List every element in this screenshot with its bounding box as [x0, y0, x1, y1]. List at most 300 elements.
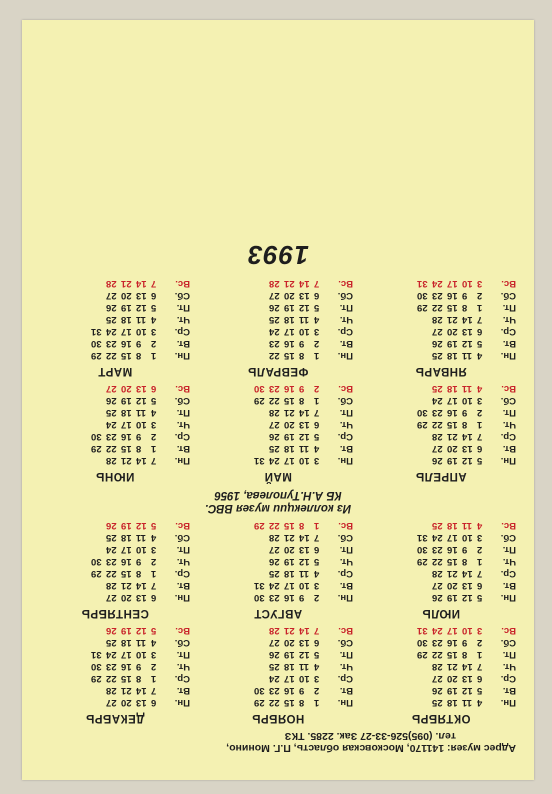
weekday-label: Пт. — [339, 544, 353, 556]
month-table — [417, 520, 516, 604]
day-number: 27 — [432, 580, 443, 592]
day-number: 1 — [151, 443, 157, 455]
weekday-row — [91, 649, 190, 661]
day-number: 8 — [462, 556, 468, 568]
day-number: 9 — [136, 661, 142, 673]
month-block — [203, 383, 353, 482]
day-number: 6 — [314, 290, 320, 302]
weekday-label: Сб. — [500, 532, 516, 544]
day-number: 15 — [121, 568, 132, 580]
weekday-row — [254, 419, 353, 431]
day-number: 12 — [136, 625, 147, 637]
day-number: 16 — [447, 637, 458, 649]
weekday-row — [417, 685, 516, 697]
day-number: 8 — [462, 419, 468, 431]
day-number: 3 — [314, 455, 320, 467]
day-number: 27 — [269, 544, 280, 556]
weekday-row — [254, 592, 353, 604]
day-number: 15 — [121, 673, 132, 685]
day-number: 8 — [299, 520, 305, 532]
weekday-label: Сб. — [500, 637, 516, 649]
day-number: 30 — [91, 431, 102, 443]
day-number: 6 — [477, 673, 483, 685]
weekday-label: Пт. — [176, 302, 190, 314]
day-number: 13 — [462, 580, 473, 592]
weekday-row — [254, 302, 353, 314]
weekday-row — [91, 520, 190, 532]
weekday-row — [254, 520, 353, 532]
month-block — [203, 625, 353, 724]
day-number — [417, 568, 432, 580]
day-number: 6 — [151, 290, 157, 302]
day-number — [254, 625, 269, 637]
weekday-label: Пт. — [176, 407, 190, 419]
day-number — [417, 383, 432, 395]
month-title: АПРЕЛЬ — [415, 470, 467, 482]
weekday-label: Чт. — [502, 419, 516, 431]
day-number: 18 — [121, 314, 132, 326]
day-number: 14 — [299, 532, 310, 544]
day-number: 17 — [284, 455, 295, 467]
day-number: 23 — [432, 637, 443, 649]
weekday-row — [417, 350, 516, 362]
day-number — [254, 649, 269, 661]
month-table — [254, 625, 353, 709]
day-number: 30 — [417, 637, 428, 649]
weekday-label: Вс. — [501, 383, 516, 395]
weekday-label: Вс. — [501, 520, 516, 532]
day-number — [91, 637, 106, 649]
weekday-label: Пн. — [500, 697, 516, 709]
day-number: 30 — [254, 383, 265, 395]
day-number: 5 — [477, 338, 483, 350]
calendar-year: 1993 — [247, 240, 309, 270]
day-number: 20 — [121, 592, 132, 604]
month-title: ДЕКАБРЬ — [85, 712, 145, 724]
weekday-row — [91, 673, 190, 685]
day-number: 6 — [151, 383, 157, 395]
day-number: 28 — [432, 431, 443, 443]
weekday-label: Сб. — [337, 532, 353, 544]
day-number: 17 — [447, 395, 458, 407]
month-table — [254, 520, 353, 604]
day-number: 23 — [432, 544, 443, 556]
day-number — [417, 673, 432, 685]
day-number: 26 — [269, 649, 280, 661]
day-number: 12 — [299, 556, 310, 568]
address-line-1: Адрес музея: 141170, Московская область, П.Г. Монино, — [226, 742, 516, 754]
day-number — [417, 314, 432, 326]
day-number: 24 — [432, 532, 443, 544]
month-table — [91, 625, 190, 709]
day-number: 14 — [299, 278, 310, 290]
day-number: 17 — [284, 580, 295, 592]
day-number: 13 — [299, 419, 310, 431]
calendar-content — [40, 239, 516, 754]
day-number — [254, 290, 269, 302]
weekday-row — [254, 544, 353, 556]
day-number: 4 — [477, 350, 483, 362]
day-number: 26 — [269, 302, 280, 314]
weekday-label: Пт. — [339, 407, 353, 419]
weekday-label: Вт. — [176, 338, 190, 350]
day-number: 21 — [284, 407, 295, 419]
day-number: 11 — [299, 443, 310, 455]
weekday-row — [417, 383, 516, 395]
day-number: 24 — [106, 649, 117, 661]
day-number: 27 — [432, 443, 443, 455]
day-number: 14 — [462, 314, 473, 326]
day-number: 5 — [151, 395, 157, 407]
day-number: 4 — [314, 314, 320, 326]
day-number: 4 — [314, 661, 320, 673]
day-number: 28 — [106, 278, 117, 290]
day-number: 19 — [447, 685, 458, 697]
day-number: 15 — [284, 697, 295, 709]
day-number: 29 — [91, 673, 102, 685]
day-number: 9 — [462, 544, 468, 556]
weekday-label: Пт. — [176, 544, 190, 556]
day-number: 31 — [91, 326, 102, 338]
day-number: 24 — [269, 326, 280, 338]
weekday-row — [91, 580, 190, 592]
weekday-row — [417, 326, 516, 338]
day-number: 14 — [462, 568, 473, 580]
weekday-row — [254, 637, 353, 649]
day-number: 27 — [269, 419, 280, 431]
day-number: 29 — [91, 350, 102, 362]
month-block — [366, 520, 516, 619]
weekday-label: Пн. — [500, 350, 516, 362]
day-number — [254, 661, 269, 673]
day-number: 5 — [314, 649, 320, 661]
day-number — [417, 580, 432, 592]
month-table — [91, 278, 190, 362]
day-number — [254, 673, 269, 685]
weekday-row — [254, 556, 353, 568]
day-number: 12 — [299, 431, 310, 443]
day-number — [417, 520, 432, 532]
weekday-row — [417, 649, 516, 661]
day-number: 26 — [432, 455, 443, 467]
day-number: 17 — [447, 532, 458, 544]
day-number: 2 — [314, 383, 320, 395]
day-number: 7 — [151, 685, 157, 697]
weekday-label: Ср. — [174, 431, 190, 443]
day-number: 19 — [284, 649, 295, 661]
weekday-row — [417, 290, 516, 302]
day-number: 1 — [151, 350, 157, 362]
day-number: 3 — [477, 532, 483, 544]
day-number: 2 — [477, 637, 483, 649]
weekday-label: Сб. — [500, 290, 516, 302]
day-number: 1 — [151, 673, 157, 685]
day-number: 30 — [254, 592, 265, 604]
day-number — [254, 637, 269, 649]
month-block — [203, 278, 353, 377]
day-number: 25 — [269, 314, 280, 326]
day-number: 1 — [151, 568, 157, 580]
day-number: 26 — [432, 592, 443, 604]
day-number: 13 — [462, 326, 473, 338]
day-number: 25 — [269, 661, 280, 673]
weekday-label: Чт. — [339, 314, 353, 326]
day-number: 16 — [447, 407, 458, 419]
month-row-jan-mar — [40, 278, 516, 377]
day-number: 23 — [269, 685, 280, 697]
day-number: 29 — [91, 568, 102, 580]
weekday-row — [254, 314, 353, 326]
weekday-label: Вс. — [338, 625, 353, 637]
day-number: 29 — [417, 419, 428, 431]
day-number: 4 — [151, 532, 157, 544]
day-number: 7 — [151, 278, 157, 290]
weekday-label: Пн. — [337, 350, 353, 362]
day-number — [91, 278, 106, 290]
month-block — [40, 625, 190, 724]
day-number: 12 — [136, 520, 147, 532]
day-number: 9 — [136, 338, 142, 350]
month-block — [40, 278, 190, 377]
day-number: 28 — [432, 661, 443, 673]
day-number: 20 — [447, 580, 458, 592]
day-number: 15 — [121, 350, 132, 362]
day-number: 24 — [106, 419, 117, 431]
day-number: 1 — [477, 556, 483, 568]
day-number: 3 — [151, 419, 157, 431]
day-number: 7 — [477, 431, 483, 443]
day-number: 1 — [477, 419, 483, 431]
weekday-label: Вт. — [176, 580, 190, 592]
day-number: 13 — [136, 383, 147, 395]
day-number: 1 — [314, 395, 320, 407]
day-number: 16 — [121, 661, 132, 673]
day-number: 5 — [314, 431, 320, 443]
day-number: 11 — [299, 314, 310, 326]
day-number: 24 — [269, 455, 280, 467]
day-number — [254, 407, 269, 419]
day-number: 14 — [136, 278, 147, 290]
day-number — [254, 556, 269, 568]
month-title: НОЯБРЬ — [251, 712, 305, 724]
day-number: 25 — [106, 637, 117, 649]
day-number: 18 — [447, 520, 458, 532]
weekday-label: Чт. — [176, 314, 190, 326]
day-number: 17 — [284, 326, 295, 338]
day-number: 14 — [299, 625, 310, 637]
day-number: 25 — [106, 532, 117, 544]
weekday-row — [91, 278, 190, 290]
day-number: 25 — [106, 407, 117, 419]
weekday-label: Вт. — [176, 443, 190, 455]
day-number: 26 — [269, 556, 280, 568]
day-number: 3 — [477, 278, 483, 290]
day-number — [254, 338, 269, 350]
day-number: 29 — [417, 302, 428, 314]
weekday-row — [417, 520, 516, 532]
day-number: 19 — [121, 520, 132, 532]
day-number: 22 — [106, 443, 117, 455]
day-number: 15 — [121, 443, 132, 455]
day-number: 15 — [447, 556, 458, 568]
day-number: 18 — [121, 532, 132, 544]
weekday-label: Пт. — [339, 302, 353, 314]
weekday-row — [254, 326, 353, 338]
day-number — [91, 580, 106, 592]
day-number: 8 — [299, 350, 305, 362]
day-number: 11 — [136, 532, 147, 544]
month-title: МАЙ — [264, 470, 292, 482]
day-number: 16 — [284, 592, 295, 604]
weekday-row — [417, 443, 516, 455]
day-number: 15 — [447, 419, 458, 431]
day-number: 12 — [136, 302, 147, 314]
weekday-label: Вт. — [339, 685, 353, 697]
day-number — [91, 395, 106, 407]
day-number: 9 — [299, 338, 305, 350]
weekday-label: Ср. — [500, 431, 516, 443]
day-number: 7 — [477, 314, 483, 326]
weekday-label: Пн. — [174, 350, 190, 362]
day-number: 5 — [477, 685, 483, 697]
weekday-row — [254, 338, 353, 350]
month-block — [366, 625, 516, 724]
day-number: 18 — [284, 314, 295, 326]
day-number: 12 — [462, 338, 473, 350]
day-number: 14 — [136, 455, 147, 467]
weekday-row — [91, 407, 190, 419]
day-number: 15 — [447, 302, 458, 314]
weekday-row — [254, 350, 353, 362]
weekday-label: Ср. — [174, 326, 190, 338]
day-number: 29 — [91, 443, 102, 455]
weekday-row — [417, 637, 516, 649]
weekday-label: Пт. — [502, 544, 516, 556]
day-number — [91, 592, 106, 604]
day-number: 18 — [121, 407, 132, 419]
day-number: 17 — [121, 649, 132, 661]
weekday-row — [417, 532, 516, 544]
day-number — [417, 338, 432, 350]
weekday-label: Сб. — [174, 637, 190, 649]
weekday-row — [417, 697, 516, 709]
weekday-row — [91, 326, 190, 338]
weekday-label: Сб. — [337, 290, 353, 302]
weekday-label: Вт. — [502, 580, 516, 592]
weekday-label: Чт. — [176, 556, 190, 568]
day-number: 3 — [314, 673, 320, 685]
weekday-label: Сб. — [500, 395, 516, 407]
weekday-row — [254, 290, 353, 302]
weekday-label: Вс. — [338, 520, 353, 532]
day-number: 15 — [284, 520, 295, 532]
weekday-label: Чт. — [502, 661, 516, 673]
day-number: 17 — [447, 278, 458, 290]
day-number: 3 — [477, 395, 483, 407]
weekday-row — [254, 580, 353, 592]
day-number — [91, 407, 106, 419]
weekday-label: Вт. — [502, 685, 516, 697]
weekday-row — [417, 625, 516, 637]
day-number — [417, 661, 432, 673]
day-number: 23 — [269, 338, 280, 350]
weekday-row — [254, 661, 353, 673]
day-number: 18 — [284, 568, 295, 580]
weekday-row — [91, 544, 190, 556]
day-number: 7 — [314, 532, 320, 544]
weekday-label: Пн. — [174, 697, 190, 709]
weekday-row — [417, 338, 516, 350]
day-number: 13 — [299, 637, 310, 649]
weekday-row — [417, 302, 516, 314]
day-number: 22 — [432, 556, 443, 568]
weekday-label: Пн. — [500, 455, 516, 467]
weekday-label: Вт. — [339, 580, 353, 592]
day-number: 24 — [432, 278, 443, 290]
day-number: 2 — [477, 544, 483, 556]
weekday-row — [417, 568, 516, 580]
weekday-label: Сб. — [337, 637, 353, 649]
day-number: 20 — [284, 290, 295, 302]
day-number: 24 — [106, 326, 117, 338]
day-number: 25 — [432, 697, 443, 709]
weekday-label: Пн. — [174, 592, 190, 604]
day-number: 1 — [477, 302, 483, 314]
day-number: 11 — [136, 637, 147, 649]
day-number: 23 — [269, 383, 280, 395]
day-number: 6 — [477, 580, 483, 592]
day-number: 8 — [462, 649, 468, 661]
day-number: 22 — [269, 697, 280, 709]
day-number: 25 — [432, 350, 443, 362]
day-number: 23 — [432, 290, 443, 302]
weekday-row — [91, 625, 190, 637]
day-number: 3 — [477, 625, 483, 637]
day-number — [91, 314, 106, 326]
weekday-label: Вс. — [501, 625, 516, 637]
weekday-row — [91, 661, 190, 673]
month-title: АВГУСТ — [253, 607, 303, 619]
day-number: 17 — [121, 419, 132, 431]
day-number — [254, 302, 269, 314]
day-number: 26 — [432, 338, 443, 350]
day-number: 25 — [269, 568, 280, 580]
day-number: 24 — [269, 580, 280, 592]
weekday-label: Вс. — [175, 520, 190, 532]
day-number — [91, 544, 106, 556]
month-row-jul-sep — [40, 520, 516, 619]
day-number: 5 — [151, 520, 157, 532]
day-number: 27 — [269, 290, 280, 302]
day-number: 14 — [136, 580, 147, 592]
day-number: 12 — [462, 455, 473, 467]
weekday-row — [417, 580, 516, 592]
month-table — [417, 383, 516, 467]
day-number: 29 — [417, 649, 428, 661]
weekday-row — [254, 278, 353, 290]
day-number: 4 — [477, 383, 483, 395]
day-number: 28 — [432, 314, 443, 326]
day-number: 2 — [151, 338, 157, 350]
day-number — [417, 431, 432, 443]
day-number — [417, 395, 432, 407]
day-number: 8 — [462, 302, 468, 314]
day-number: 16 — [447, 544, 458, 556]
weekday-label: Чт. — [176, 419, 190, 431]
month-block — [203, 520, 353, 619]
weekday-row — [91, 532, 190, 544]
weekday-label: Сб. — [174, 532, 190, 544]
